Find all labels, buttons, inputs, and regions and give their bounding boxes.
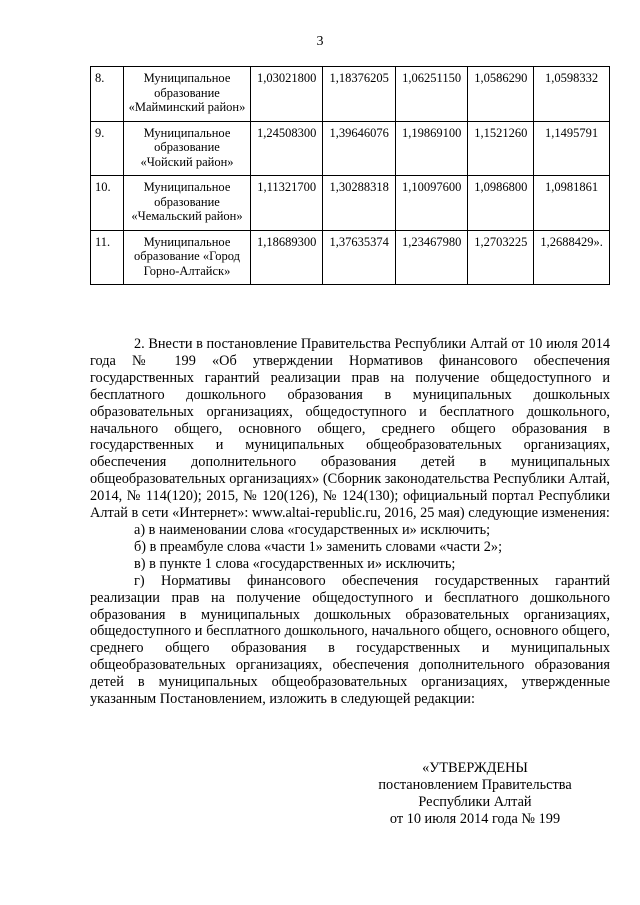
coefficients-table <box>90 66 610 285</box>
coefficient-value: 1,03021800 <box>251 67 323 122</box>
coefficient-value: 1,24508300 <box>251 121 323 176</box>
approval-block <box>350 760 600 828</box>
coefficient-value: 1,30288318 <box>323 176 395 231</box>
approval-line: постановлением Правительства <box>378 777 572 793</box>
paragraph-item-g: г) Нормативы финансового обеспечения государственных гарантий реализации прав на получение общедоступного и бесплатного дошкольного образования в муниципальных дошкольных образовательных организациях, общедоступного и бесплатного дошкольного, начального общего, основного общего, среднего общего образования в государственных и муниципальных общеобразовательных организациях, обеспечения дополнительного образования детей в муниципальных общеобразовательных организациях, утвержденные указанным Постановлением, изложить в следующей редакции: <box>90 572 610 708</box>
row-number: 9. <box>91 121 124 176</box>
approval-line: от 10 июля 2014 года № 199 <box>389 811 561 827</box>
municipality-name: Муниципальное образование «Город Горно-Алтайск» <box>124 230 251 285</box>
municipality-name: Муниципальное образование «Майминский район» <box>124 67 251 122</box>
approval-line: «УТВЕРЖДЕНЫ <box>422 760 528 776</box>
table-row <box>91 176 610 231</box>
table-row <box>91 67 610 122</box>
municipality-name: Муниципальное образование «Чемальский район» <box>124 176 251 231</box>
coefficient-value: 1,18376205 <box>323 67 395 122</box>
approval-line: Республики Алтай <box>418 794 532 810</box>
paragraph-item-v: в) в пункте 1 слова «государственных и» исключить; <box>134 555 456 572</box>
table-row <box>91 121 610 176</box>
coefficient-value: 1,11321700 <box>251 176 323 231</box>
row-number: 8. <box>91 67 124 122</box>
coefficient-value: 1,2688429». <box>534 230 610 285</box>
coefficient-value: 1,0981861 <box>534 176 610 231</box>
coefficient-value: 1,18689300 <box>251 230 323 285</box>
coefficient-value: 1,39646076 <box>323 121 395 176</box>
paragraph-item-b: б) в преамбуле слова «части 1» заменить словами «части 2»; <box>134 538 503 555</box>
coefficient-value: 1,10097600 <box>395 176 467 231</box>
coefficient-value: 1,0598332 <box>534 67 610 122</box>
coefficient-value: 1,19869100 <box>395 121 467 176</box>
coefficient-value: 1,0586290 <box>468 67 534 122</box>
page-number: 3 <box>316 34 324 49</box>
table-row <box>91 230 610 285</box>
coefficient-value: 1,0986800 <box>468 176 534 231</box>
paragraph-amendment: 2. Внести в постановление Правительства Республики Алтай от 10 июля 2014 года № 199 «Об утверждении Нормативов финансового обеспечения государственных гарантий реализации прав на получение общедоступного и бесплатного дошкольного образования в муниципальных дошкольных образовательных организациях, общедоступного и бесплатного дошкольного, начального общего, основного общего, среднего общего образования в государственных и муниципальных общеобразовательных организациях, обеспечения дополнительного образования детей в муниципальных общеобразовательных организациях» (Сборник законодательства Республики Алтай, 2014, № 114(120); 2015, № 120(126), № 124(130); официальный портал Республики Алтай в сети «Интернет»: www.altai-republic.ru, 2016, 25 мая) следующие изменения: <box>90 336 610 522</box>
row-number: 11. <box>91 230 124 285</box>
coefficient-value: 1,37635374 <box>323 230 395 285</box>
paragraph-item-a: а) в наименовании слова «государственных и» исключить; <box>134 521 491 538</box>
municipality-name: Муниципальное образование «Чойский район» <box>124 121 251 176</box>
row-number: 10. <box>91 176 124 231</box>
coefficient-value: 1,1495791 <box>534 121 610 176</box>
coefficient-value: 1,1521260 <box>468 121 534 176</box>
coefficient-value: 1,06251150 <box>395 67 467 122</box>
amendment-text <box>90 336 610 708</box>
coefficient-value: 1,23467980 <box>395 230 467 285</box>
coefficient-value: 1,2703225 <box>468 230 534 285</box>
